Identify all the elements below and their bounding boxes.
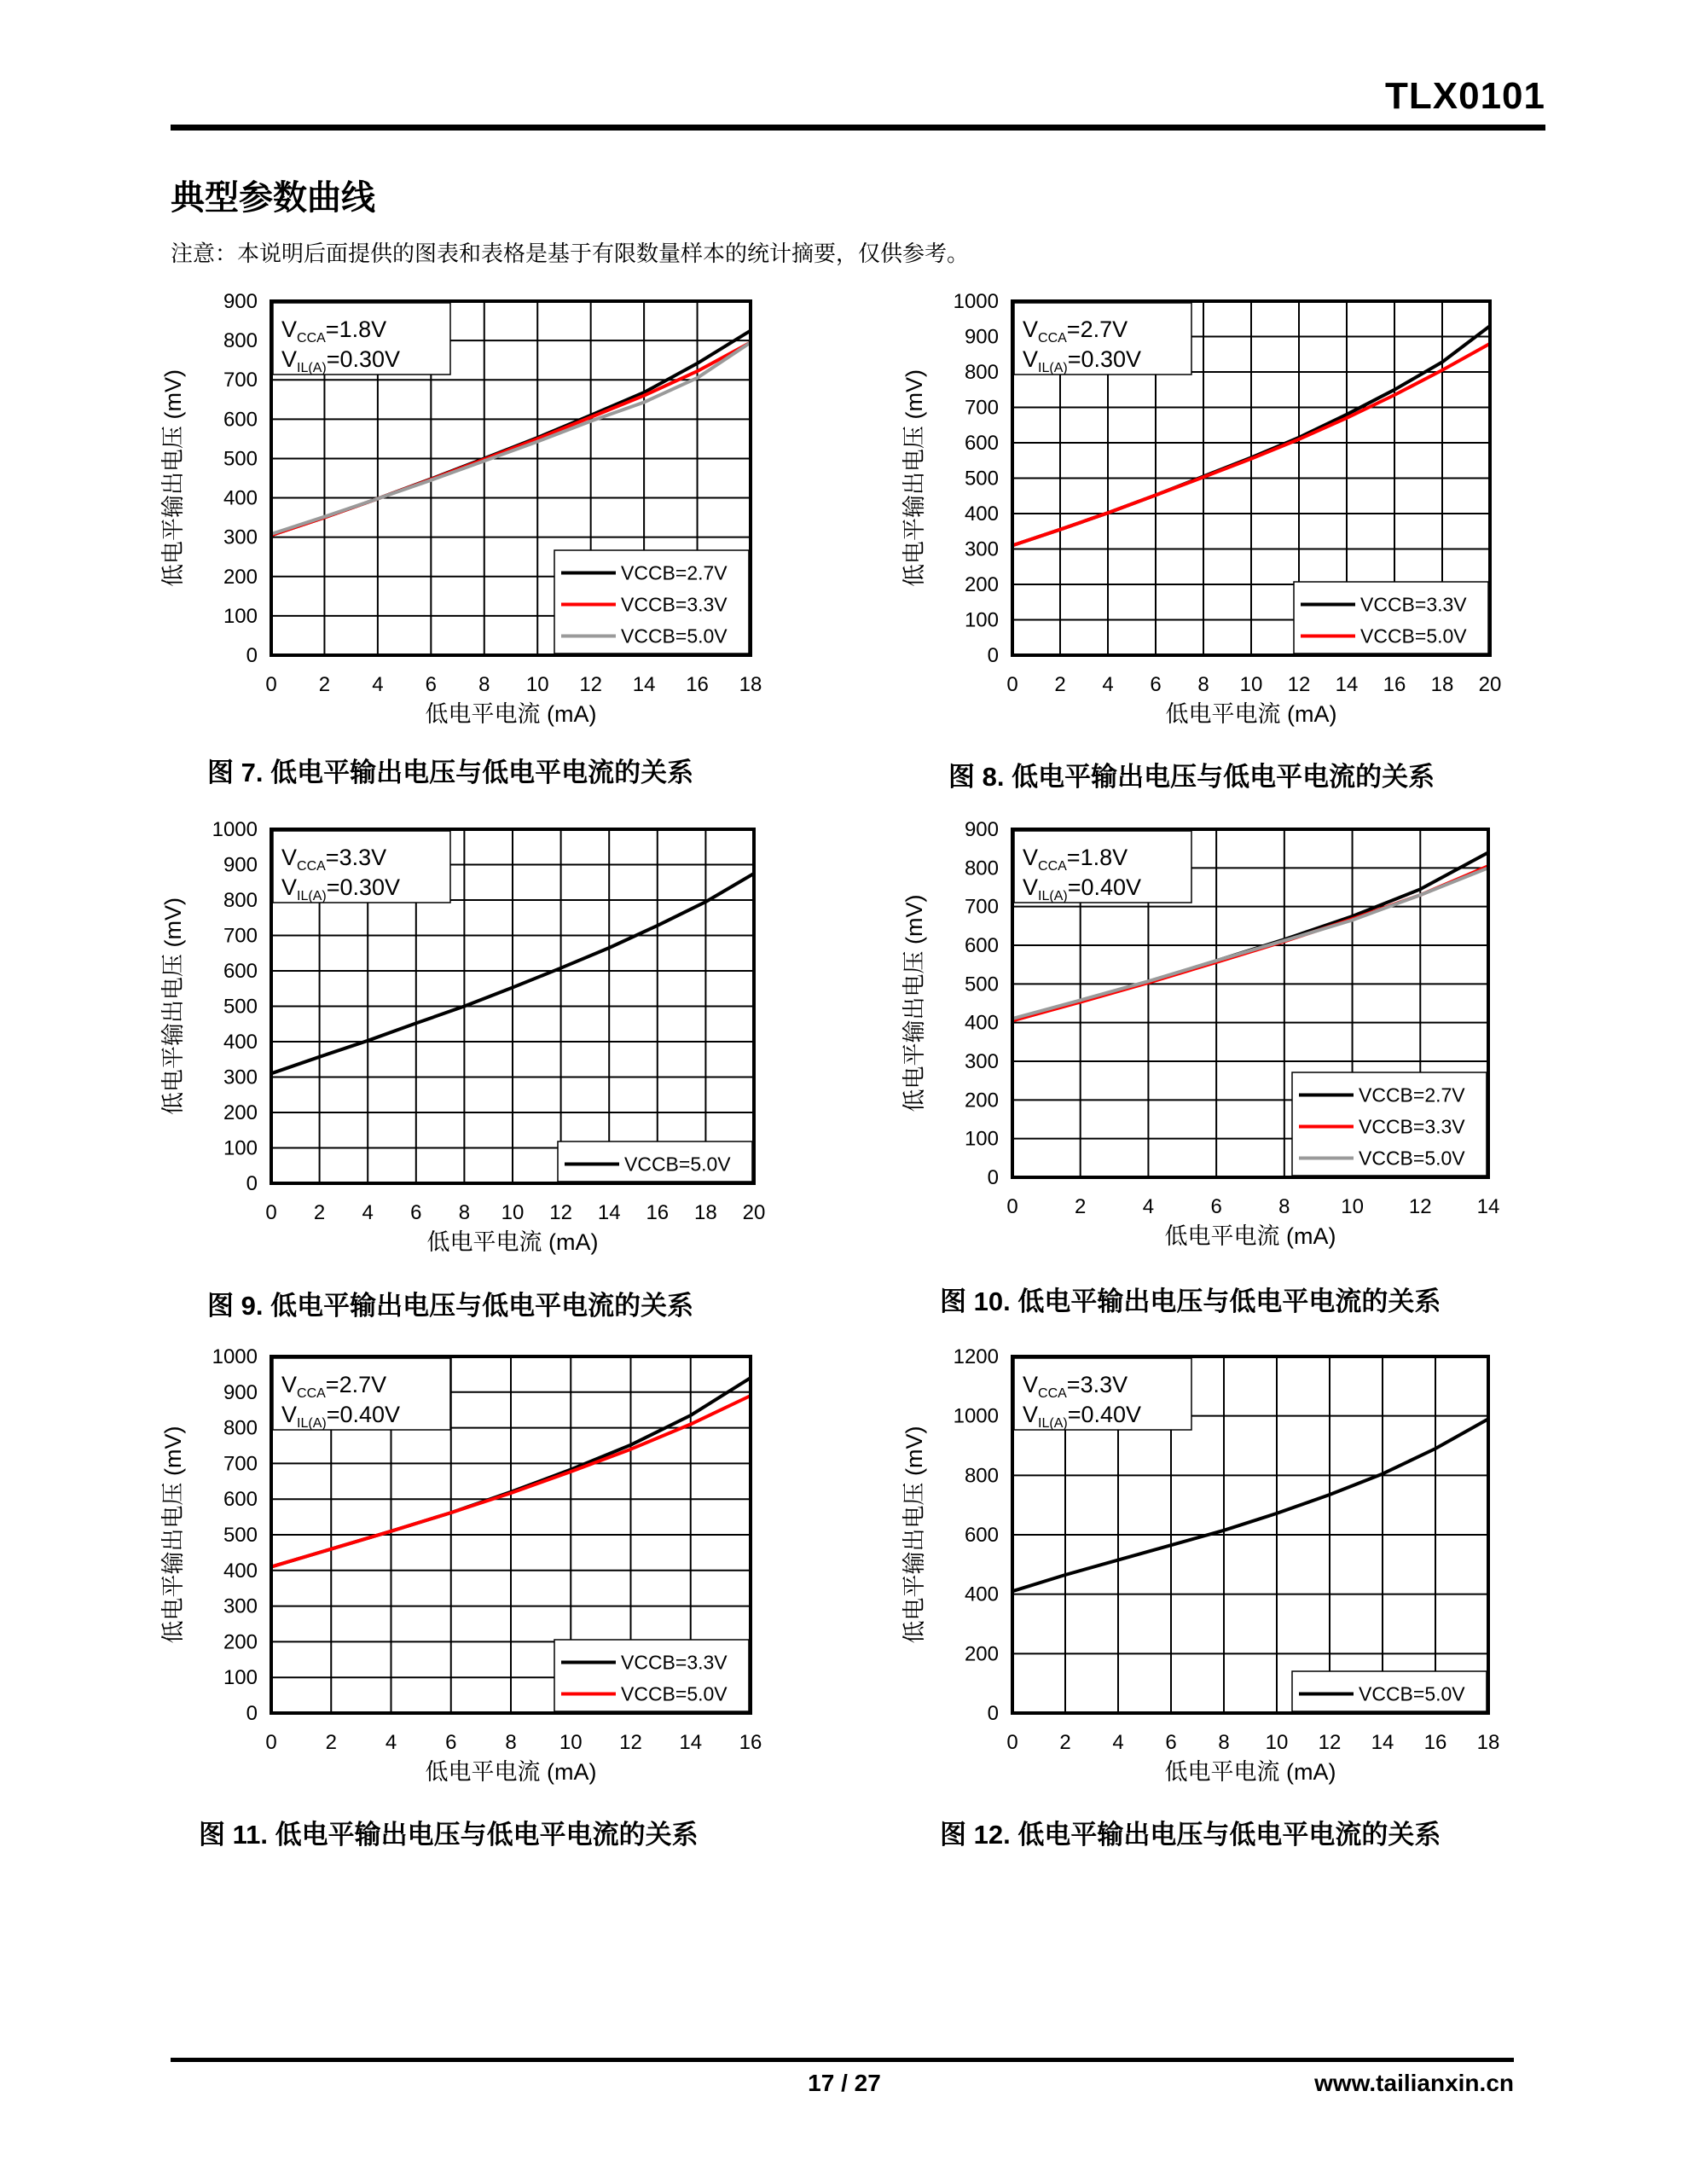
y-tick-label: 200 [223, 1630, 258, 1654]
annotation-vil-main: V [1023, 346, 1039, 372]
y-tick-label: 700 [223, 1452, 258, 1476]
y-tick-label: 0 [246, 1702, 258, 1725]
x-tick-label: 12 [1287, 673, 1311, 696]
section-title: 典型参数曲线 [171, 179, 375, 217]
annotation-vcca-main: V [281, 1372, 298, 1397]
annotation-vil-main: V [281, 346, 298, 372]
y-tick-label: 600 [223, 1488, 258, 1512]
x-tick-label: 4 [362, 1201, 374, 1224]
x-tick-label: 4 [1142, 1195, 1155, 1218]
y-tick-label: 800 [964, 1464, 999, 1488]
x-tick-label: 8 [458, 1201, 471, 1224]
x-tick-label: 14 [597, 1201, 621, 1224]
x-tick-label: 4 [372, 673, 384, 696]
y-tick-label: 0 [987, 1702, 999, 1725]
y-tick-label: 300 [223, 526, 258, 549]
y-tick-label: 600 [964, 432, 999, 455]
annotation-vcca-value: =1.8V [325, 317, 387, 342]
footer-rule [171, 2058, 1514, 2062]
x-tick-label: 14 [1335, 673, 1359, 696]
annotation-vil-main: V [281, 874, 298, 900]
annotation-vil-main: V [281, 1402, 298, 1427]
y-tick-label: 200 [964, 1642, 999, 1666]
annotation-vcca-main: V [1023, 845, 1039, 870]
condition-annotation [1014, 831, 1191, 903]
x-tick-label: 0 [265, 1201, 277, 1224]
chart-8 [901, 290, 1501, 727]
x-tick-label: 16 [686, 673, 709, 696]
x-tick-label: 6 [410, 1201, 422, 1224]
figure-caption-10: 图 10. 低电平输出电压与低电平电流的关系 [940, 1287, 1441, 1316]
x-tick-label: 14 [632, 673, 656, 696]
condition-annotation [1014, 303, 1191, 375]
x-axis-title: 低电平电流 (mA) [1164, 1223, 1336, 1249]
x-tick-label: 10 [559, 1731, 583, 1754]
x-axis-title: 低电平电流 (mA) [1165, 701, 1337, 727]
y-tick-label: 800 [964, 857, 999, 880]
legend-label: VCCB=3.3V [1360, 593, 1467, 616]
x-tick-label: 2 [1075, 1195, 1087, 1218]
x-tick-label: 10 [1239, 673, 1263, 696]
x-tick-label: 8 [505, 1731, 517, 1754]
x-tick-label: 18 [1430, 673, 1454, 696]
x-tick-label: 2 [1059, 1731, 1071, 1754]
annotation-vcca-value: =2.7V [1066, 317, 1128, 342]
x-tick-label: 14 [1476, 1195, 1500, 1218]
y-tick-label: 300 [964, 1050, 999, 1073]
y-tick-label: 1000 [212, 818, 258, 841]
annotation-vcca-sub: CCA [297, 331, 326, 346]
x-tick-label: 12 [1318, 1731, 1342, 1754]
annotation-vil-sub: IL(A) [1038, 889, 1068, 903]
x-tick-label: 6 [1165, 1731, 1177, 1754]
y-tick-label: 500 [964, 973, 999, 996]
legend-label: VCCB=2.7V [1359, 1083, 1465, 1107]
y-tick-label: 900 [223, 853, 258, 877]
x-tick-label: 18 [739, 673, 762, 696]
y-axis-title: 低电平输出电压 (mV) [901, 894, 927, 1112]
annotation-vil-value: =0.40V [1067, 1402, 1142, 1427]
y-tick-label: 300 [223, 1066, 258, 1089]
x-tick-label: 6 [445, 1731, 457, 1754]
x-axis-title: 低电平电流 (mA) [1164, 1759, 1336, 1785]
y-tick-label: 400 [223, 1559, 258, 1583]
annotation-vcca-sub: CCA [297, 1386, 326, 1401]
y-tick-label: 0 [246, 644, 258, 667]
x-tick-label: 0 [1006, 1195, 1018, 1218]
figure-caption-9: 图 9. 低电平输出电压与低电平电流的关系 [207, 1291, 694, 1321]
x-tick-label: 12 [619, 1731, 642, 1754]
x-tick-label: 16 [646, 1201, 670, 1224]
y-tick-label: 400 [964, 1583, 999, 1606]
y-tick-label: 300 [964, 537, 999, 561]
legend-label: VCCB=3.3V [621, 593, 728, 616]
x-tick-label: 2 [325, 1731, 337, 1754]
annotation-vil-sub: IL(A) [297, 361, 327, 375]
chart-12 [901, 1345, 1499, 1785]
annotation-vil-value: =0.40V [326, 1402, 401, 1427]
annotation-vil-main: V [1023, 874, 1039, 900]
y-tick-label: 600 [964, 1524, 999, 1547]
condition-annotation [273, 831, 450, 903]
x-tick-label: 12 [1408, 1195, 1432, 1218]
x-tick-label: 0 [265, 673, 277, 696]
chart-legend [558, 1141, 752, 1182]
y-tick-label: 400 [223, 1031, 258, 1054]
y-tick-label: 200 [223, 1101, 258, 1124]
x-axis-title: 低电平电流 (mA) [426, 1229, 599, 1255]
x-tick-label: 18 [694, 1201, 717, 1224]
x-tick-label: 16 [1383, 673, 1406, 696]
annotation-vil-main: V [1023, 1402, 1039, 1427]
y-tick-label: 400 [223, 486, 258, 510]
y-tick-label: 1200 [953, 1345, 999, 1368]
y-tick-label: 800 [964, 361, 999, 384]
annotation-vil-sub: IL(A) [297, 1416, 327, 1431]
x-tick-label: 0 [1006, 1731, 1018, 1754]
figure-caption-7: 图 7. 低电平输出电压与低电平电流的关系 [207, 758, 694, 787]
y-axis-title: 低电平输出电压 (mV) [160, 897, 186, 1115]
figure-caption-8: 图 8. 低电平输出电压与低电平电流的关系 [948, 762, 1435, 792]
x-tick-label: 14 [679, 1731, 703, 1754]
chart-7 [160, 290, 762, 727]
legend-label: VCCB=5.0V [621, 624, 728, 648]
y-tick-label: 500 [223, 447, 258, 471]
x-tick-label: 20 [742, 1201, 766, 1224]
annotation-vil-sub: IL(A) [1038, 361, 1068, 375]
y-tick-label: 900 [223, 1380, 258, 1404]
annotation-vil-value: =0.30V [326, 346, 401, 372]
y-axis-title: 低电平输出电压 (mV) [160, 369, 186, 587]
annotation-vcca-sub: CCA [1038, 859, 1067, 874]
y-tick-label: 900 [223, 290, 258, 313]
y-tick-label: 0 [987, 644, 999, 667]
legend-label: VCCB=2.7V [621, 561, 728, 584]
x-tick-label: 2 [318, 673, 331, 696]
y-tick-label: 500 [964, 467, 999, 491]
x-tick-label: 0 [1006, 673, 1018, 696]
y-tick-label: 200 [964, 573, 999, 596]
condition-annotation [273, 1358, 450, 1431]
condition-annotation [1014, 1358, 1191, 1431]
x-tick-label: 4 [385, 1731, 397, 1754]
x-tick-label: 10 [525, 673, 549, 696]
x-tick-label: 10 [1265, 1731, 1289, 1754]
y-tick-label: 400 [964, 1011, 999, 1035]
y-tick-label: 200 [964, 1089, 999, 1112]
annotation-vcca-main: V [281, 317, 298, 342]
chart-10 [901, 818, 1499, 1249]
y-tick-label: 700 [964, 895, 999, 919]
x-axis-title: 低电平电流 (mA) [425, 701, 597, 727]
y-tick-label: 0 [246, 1172, 258, 1195]
annotation-vcca-sub: CCA [297, 859, 326, 874]
annotation-vil-sub: IL(A) [297, 889, 327, 903]
x-tick-label: 4 [1112, 1731, 1124, 1754]
annotation-vcca-value: =1.8V [1066, 845, 1128, 870]
y-tick-label: 600 [223, 408, 258, 432]
x-tick-label: 6 [1150, 673, 1162, 696]
x-axis-title: 低电平电流 (mA) [425, 1759, 597, 1785]
y-tick-label: 1000 [953, 1404, 999, 1428]
y-tick-label: 1000 [953, 290, 999, 313]
annotation-vcca-main: V [281, 845, 298, 870]
condition-annotation [273, 303, 450, 375]
y-axis-title: 低电平输出电压 (mV) [901, 369, 927, 587]
y-tick-label: 100 [223, 1666, 258, 1690]
x-tick-label: 8 [1218, 1731, 1230, 1754]
annotation-vcca-sub: CCA [1038, 331, 1067, 346]
legend-label: VCCB=5.0V [1359, 1682, 1465, 1705]
footer-website: www.tailianxin.cn [1314, 2070, 1514, 2096]
x-tick-label: 8 [478, 673, 490, 696]
y-tick-label: 700 [223, 924, 258, 948]
annotation-vcca-sub: CCA [1038, 1386, 1067, 1401]
annotation-vil-sub: IL(A) [1038, 1416, 1068, 1431]
y-tick-label: 800 [223, 329, 258, 353]
x-tick-label: 2 [313, 1201, 326, 1224]
chart-legend [1292, 1671, 1487, 1711]
y-tick-label: 300 [223, 1594, 258, 1618]
x-tick-label: 18 [1476, 1731, 1500, 1754]
legend-label: VCCB=5.0V [621, 1682, 728, 1705]
y-tick-label: 700 [223, 369, 258, 392]
x-tick-label: 2 [1054, 673, 1066, 696]
y-tick-label: 0 [987, 1166, 999, 1189]
annotation-vcca-main: V [1023, 1372, 1039, 1397]
y-tick-label: 100 [964, 608, 999, 632]
x-tick-label: 6 [425, 673, 438, 696]
y-tick-label: 700 [964, 396, 999, 420]
chart-legend [554, 550, 749, 653]
x-tick-label: 4 [1102, 673, 1114, 696]
x-tick-label: 8 [1197, 673, 1209, 696]
chart-11 [160, 1345, 762, 1785]
y-tick-label: 500 [223, 995, 258, 1019]
annotation-vil-value: =0.40V [1067, 874, 1142, 900]
annotation-vcca-main: V [1023, 317, 1039, 342]
y-axis-title: 低电平输出电压 (mV) [901, 1426, 927, 1644]
y-tick-label: 400 [964, 502, 999, 526]
figure-caption-11: 图 11. 低电平输出电压与低电平电流的关系 [199, 1820, 699, 1850]
annotation-vil-value: =0.30V [326, 874, 401, 900]
x-tick-label: 12 [579, 673, 603, 696]
y-tick-label: 100 [223, 1136, 258, 1160]
y-tick-label: 800 [223, 1416, 258, 1440]
chart-legend [554, 1640, 749, 1711]
x-tick-label: 16 [1423, 1731, 1447, 1754]
x-tick-label: 20 [1478, 673, 1502, 696]
legend-label: VCCB=5.0V [1360, 624, 1467, 648]
y-tick-label: 600 [964, 934, 999, 957]
y-tick-label: 500 [223, 1524, 258, 1547]
document-title: TLX0101 [1385, 75, 1545, 117]
y-tick-label: 600 [223, 960, 258, 983]
x-tick-label: 0 [265, 1731, 277, 1754]
x-tick-label: 10 [501, 1201, 525, 1224]
page-number: 17 / 27 [808, 2070, 881, 2096]
annotation-vcca-value: =3.3V [1066, 1372, 1128, 1397]
y-tick-label: 100 [964, 1127, 999, 1151]
y-tick-label: 200 [223, 565, 258, 589]
legend-label: VCCB=5.0V [1359, 1147, 1465, 1170]
y-tick-label: 1000 [212, 1345, 258, 1368]
legend-label: VCCB=3.3V [621, 1651, 728, 1674]
legend-label: VCCB=5.0V [624, 1153, 731, 1176]
y-tick-label: 800 [223, 889, 258, 912]
annotation-vcca-value: =3.3V [325, 845, 387, 870]
section-note: 注意：本说明后面提供的图表和表格是基于有限数量样本的统计摘要，仅供参考。 [171, 241, 970, 266]
y-axis-title: 低电平输出电压 (mV) [160, 1426, 186, 1644]
x-tick-label: 14 [1371, 1731, 1394, 1754]
y-tick-label: 100 [223, 604, 258, 628]
x-tick-label: 8 [1278, 1195, 1290, 1218]
figure-caption-12: 图 12. 低电平输出电压与低电平电流的关系 [940, 1820, 1441, 1850]
y-tick-label: 900 [964, 325, 999, 349]
x-tick-label: 10 [1341, 1195, 1364, 1218]
chart-9 [160, 818, 765, 1255]
y-tick-label: 900 [964, 818, 999, 841]
chart-legend [1292, 1072, 1487, 1176]
x-tick-label: 12 [549, 1201, 572, 1224]
x-tick-label: 6 [1210, 1195, 1222, 1218]
x-tick-label: 16 [739, 1731, 762, 1754]
annotation-vil-value: =0.30V [1067, 346, 1142, 372]
legend-label: VCCB=3.3V [1359, 1115, 1465, 1138]
chart-legend [1294, 582, 1488, 653]
annotation-vcca-value: =2.7V [325, 1372, 387, 1397]
